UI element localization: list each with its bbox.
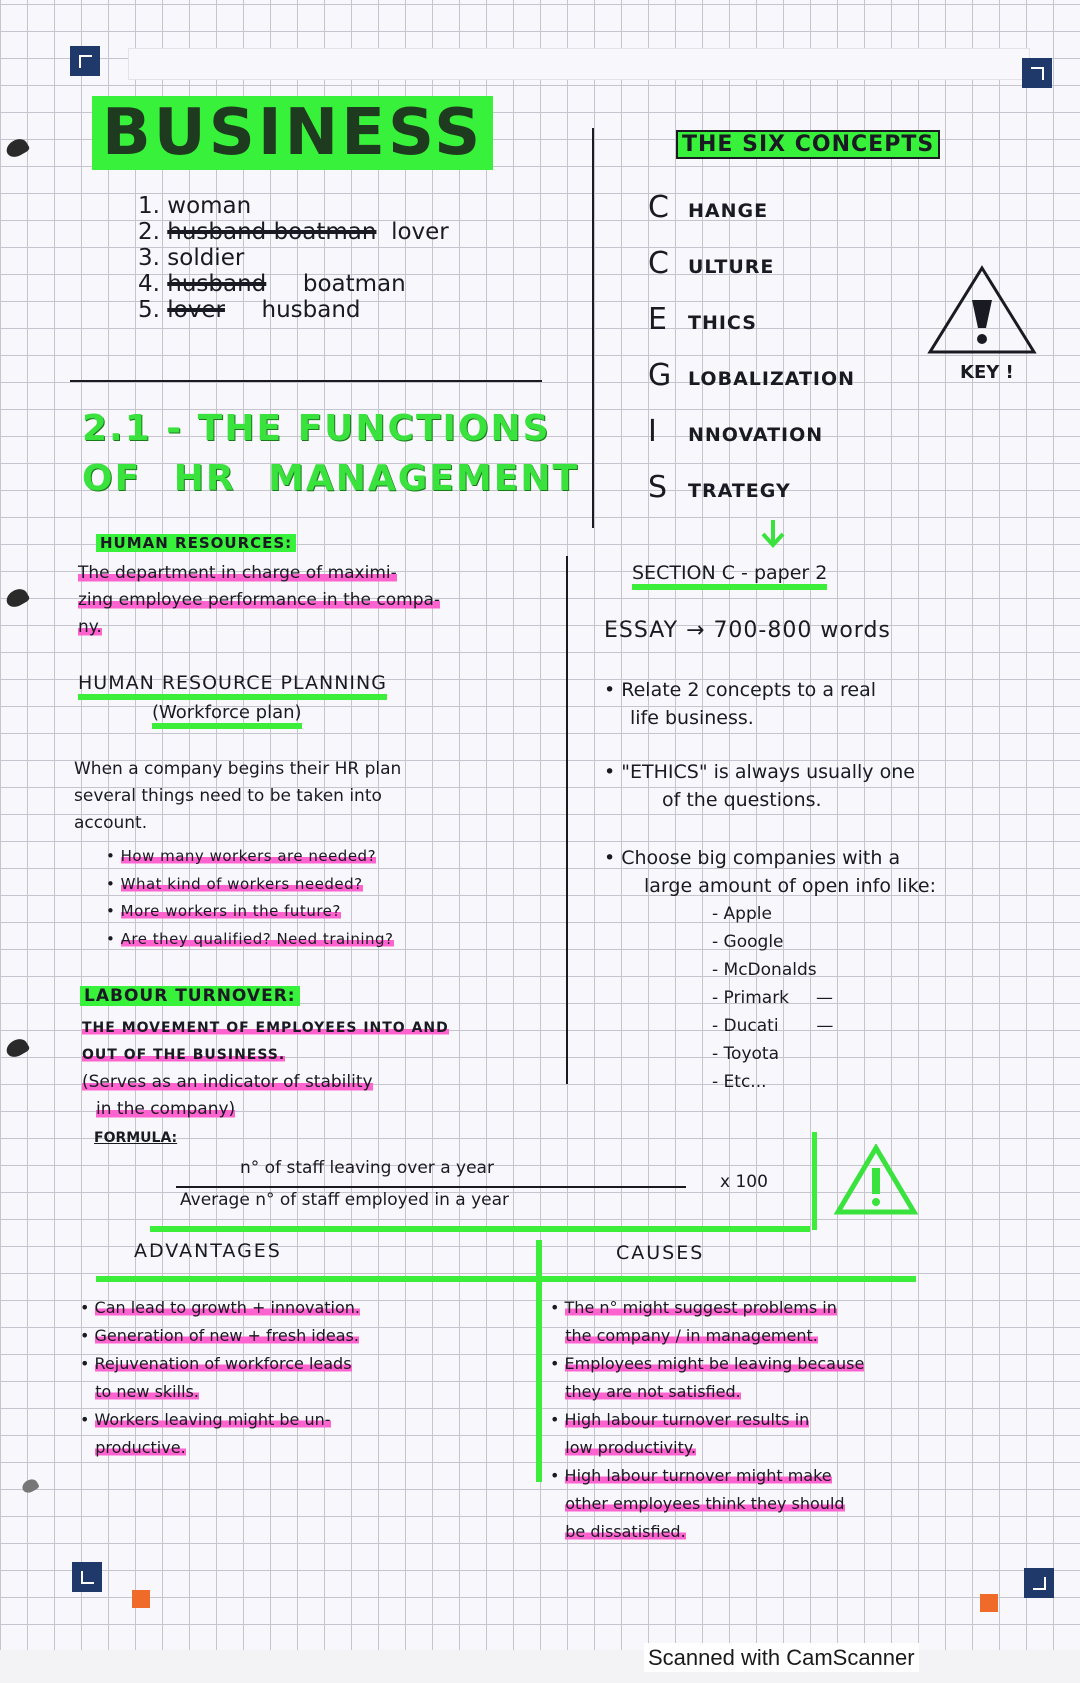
concept-item: C ULTURE [648, 246, 775, 281]
formula-label: FORMULA: [94, 1130, 178, 1146]
binder-hole [3, 136, 30, 161]
formula-numerator: n° of staff leaving over a year [240, 1158, 494, 1178]
warning-triangle-icon [926, 264, 1038, 356]
concept-item: GLOBALIZATION [648, 358, 856, 393]
page-title: BUSINESS [92, 100, 493, 166]
table-column-line [536, 1240, 542, 1482]
divider-line [70, 380, 542, 382]
list-item: • Are they qualified? Need training? [106, 926, 576, 954]
binder-hole [20, 1477, 40, 1495]
list-item: 1. woman [138, 193, 252, 219]
corner-marker-icon [1022, 58, 1052, 88]
list-item: • More workers in the future? [106, 898, 576, 926]
warning-triangle-icon [834, 1144, 918, 1216]
corner-marker-icon [1024, 1568, 1054, 1598]
concepts-list [648, 190, 928, 526]
hr-plan-text: When a company begins their HR plan several things need to be taken into account. [74, 759, 402, 833]
list-item: - McDonalds [712, 960, 817, 980]
list-item: • Can lead to growth + innovation. [80, 1294, 530, 1322]
advantages-list [80, 1294, 530, 1462]
numbered-list [138, 193, 568, 323]
hr-plan-bullets [106, 843, 576, 953]
formula-bracket [812, 1132, 817, 1230]
arrow-down-icon [758, 518, 788, 548]
scanner-watermark: Scanned with CamScanner [644, 1645, 919, 1671]
corner-marker-icon [72, 1562, 102, 1592]
essay-bullet: • Choose big companies with a large amount of open info like: [604, 847, 936, 897]
causes-header: CAUSES [616, 1242, 705, 1264]
hrp-heading: HUMAN RESOURCE PLANNING [78, 672, 387, 694]
list-item: - Toyota [712, 1044, 779, 1064]
concept-item: I NNOVATION [648, 414, 824, 449]
top-margin-bar [128, 48, 1030, 80]
key-label: KEY ! [960, 362, 1014, 383]
orange-square-marker [980, 1594, 998, 1612]
list-item: 2. husband boatman lover [138, 219, 449, 245]
section-c-label: SECTION C - paper 2 [632, 562, 827, 584]
list-item: 4. husband boatman [138, 271, 406, 297]
list-item: • High labour turnover might make other employees think they should be dissatisfied. [550, 1462, 1070, 1546]
company-list [712, 900, 1012, 1096]
essay-bullet: • "ETHICS" is always usually one of the questions. [604, 761, 915, 811]
concept-item: S TRATEGY [648, 470, 791, 505]
essay-length: ESSAY → 700-800 words [604, 618, 891, 643]
list-item: • High labour turnover results in low productivity. [550, 1406, 1070, 1462]
formula-denominator: Average n° of staff employed in a year [180, 1190, 510, 1210]
labour-turnover-definition: THE MOVEMENT OF EMPLOYEES INTO AND OUT OF THE BUSINESS. (Serves as an indicator of stability in the company) [82, 1020, 449, 1119]
fraction-bar [176, 1186, 686, 1188]
labour-turnover-heading: LABOUR TURNOVER: [80, 986, 300, 1006]
list-item: - Google [712, 932, 784, 952]
list-item: • What kind of workers needed? [106, 871, 576, 899]
list-item: • Workers leaving might be un- productive. [80, 1406, 530, 1462]
list-item: • Generation of new + fresh ideas. [80, 1322, 530, 1350]
concept-item: C HANGE [648, 190, 769, 225]
advantages-header: ADVANTAGES [134, 1240, 282, 1262]
list-item: • Rejuvenation of workforce leads to new skills. [80, 1350, 530, 1406]
corner-marker-icon [70, 46, 100, 76]
list-item: - Apple [712, 904, 772, 924]
hrp-subheading: (Workforce plan) [152, 702, 302, 723]
binder-hole [3, 586, 30, 611]
list-item: - Primark — [712, 988, 834, 1008]
concepts-heading: THE SIX CONCEPTS [676, 132, 940, 157]
list-item: • How many workers are needed? [106, 843, 576, 871]
concept-item: E THICS [648, 302, 757, 337]
hr-heading: HUMAN RESOURCES: [96, 533, 296, 552]
orange-square-marker [132, 1590, 150, 1608]
binder-hole [3, 1036, 30, 1061]
list-item: - Etc... [712, 1072, 767, 1092]
formula-multiplier: x 100 [720, 1172, 768, 1192]
list-item: 5. lover husband [138, 297, 361, 323]
table-top-line [150, 1226, 810, 1232]
list-item: 3. soldier [138, 245, 245, 271]
list-item: • Employees might be leaving because they are not satisfied. [550, 1350, 1070, 1406]
section-title: 2.1 - THE FUNCTIONS OF HR MANAGEMENT [82, 408, 580, 499]
table-header-line [96, 1276, 916, 1282]
list-item: - Ducati — [712, 1016, 834, 1036]
causes-list [550, 1294, 1070, 1546]
essay-bullet: • Relate 2 concepts to a real life business. [604, 679, 877, 729]
hr-definition: The department in charge of maximi- zing employee performance in the compa- ny. [78, 563, 441, 637]
list-item: • The n° might suggest problems in the company / in management. [550, 1294, 1070, 1350]
